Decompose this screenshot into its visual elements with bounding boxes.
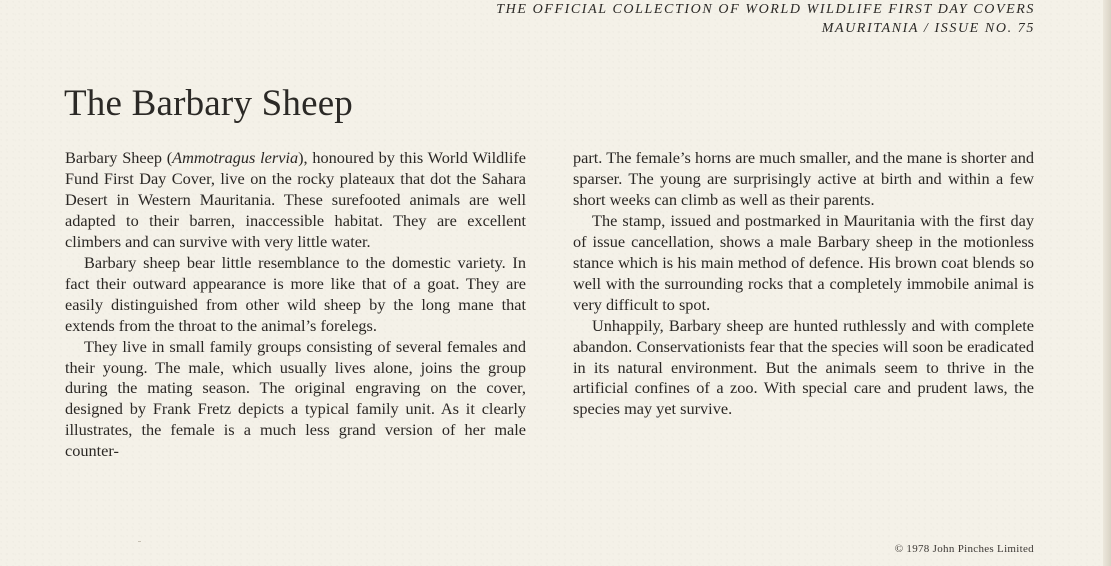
left-text-column	[65, 148, 526, 462]
paragraph-family-groups: They live in small family groups consisting of several females and their young. The male, which usually lives alone, joins the group during the mating season. The original engraving on the cover, designed by Frank Fretz depicts a typical family unit. As it clearly illustrates, the female is a much less grand version of her male counter-	[65, 336, 526, 461]
paragraph-appearance: Barbary sheep bear little resemblance to the domestic variety. In fact their outward appearance is more like that of a goat. They are easily distinguished from other wild sheep by the long mane that extends from the throat to the animal’s forelegs.	[65, 252, 526, 335]
paper-speck	[138, 541, 141, 542]
paragraph-stamp: The stamp, issued and postmarked in Mauritania with the first day of issue cancellation, shows a male Barbary sheep in the motionless stance which is his main method of defence. His brown coat blends so well with the surrounding rocks that a completely immobile animal is very difficult to spot.	[573, 210, 1034, 314]
paragraph-intro	[65, 148, 526, 253]
scientific-name: Ammotragus lervia	[172, 148, 299, 167]
paragraph-conservation: Unhappily, Barbary sheep are hunted ruthlessly and with complete abandon. Conservationists fear that the species will soon be eradicated in its natural environment. But the animals seem to thrive in the artificial confines of a zoo. With special care and prudent laws, the species may yet survive.	[573, 315, 1034, 419]
collection-title: THE OFFICIAL COLLECTION OF WORLD WILDLIFE FIRST DAY COVERS	[496, 2, 1035, 17]
intro-text-end: ), honoured by this World Wildlife Fund First Day Cover, live on the rocky plateaux that dot the Sahara Desert in Western Mauritania. These surefooted animals are well adapted to their barren, inaccessible habitat. They are excellent climbers and can survive with very little water.	[65, 148, 526, 251]
page-title: The Barbary Sheep	[64, 83, 354, 124]
intro-text-start: Barbary Sheep (	[65, 148, 173, 167]
paragraph-female-young: part. The female’s horns are much smaller, and the mane is shorter and sparser. The young are surprisingly active at birth and within a few short weeks can climb as well as their parents.	[573, 148, 1034, 209]
copyright-notice: © 1978 John Pinches Limited	[894, 543, 1034, 555]
right-text-column	[573, 148, 1034, 420]
issue-line: MAURITANIA / ISSUE NO. 75	[821, 21, 1035, 36]
page-edge-shadow	[1103, 0, 1111, 566]
collection-header	[496, 0, 1035, 38]
